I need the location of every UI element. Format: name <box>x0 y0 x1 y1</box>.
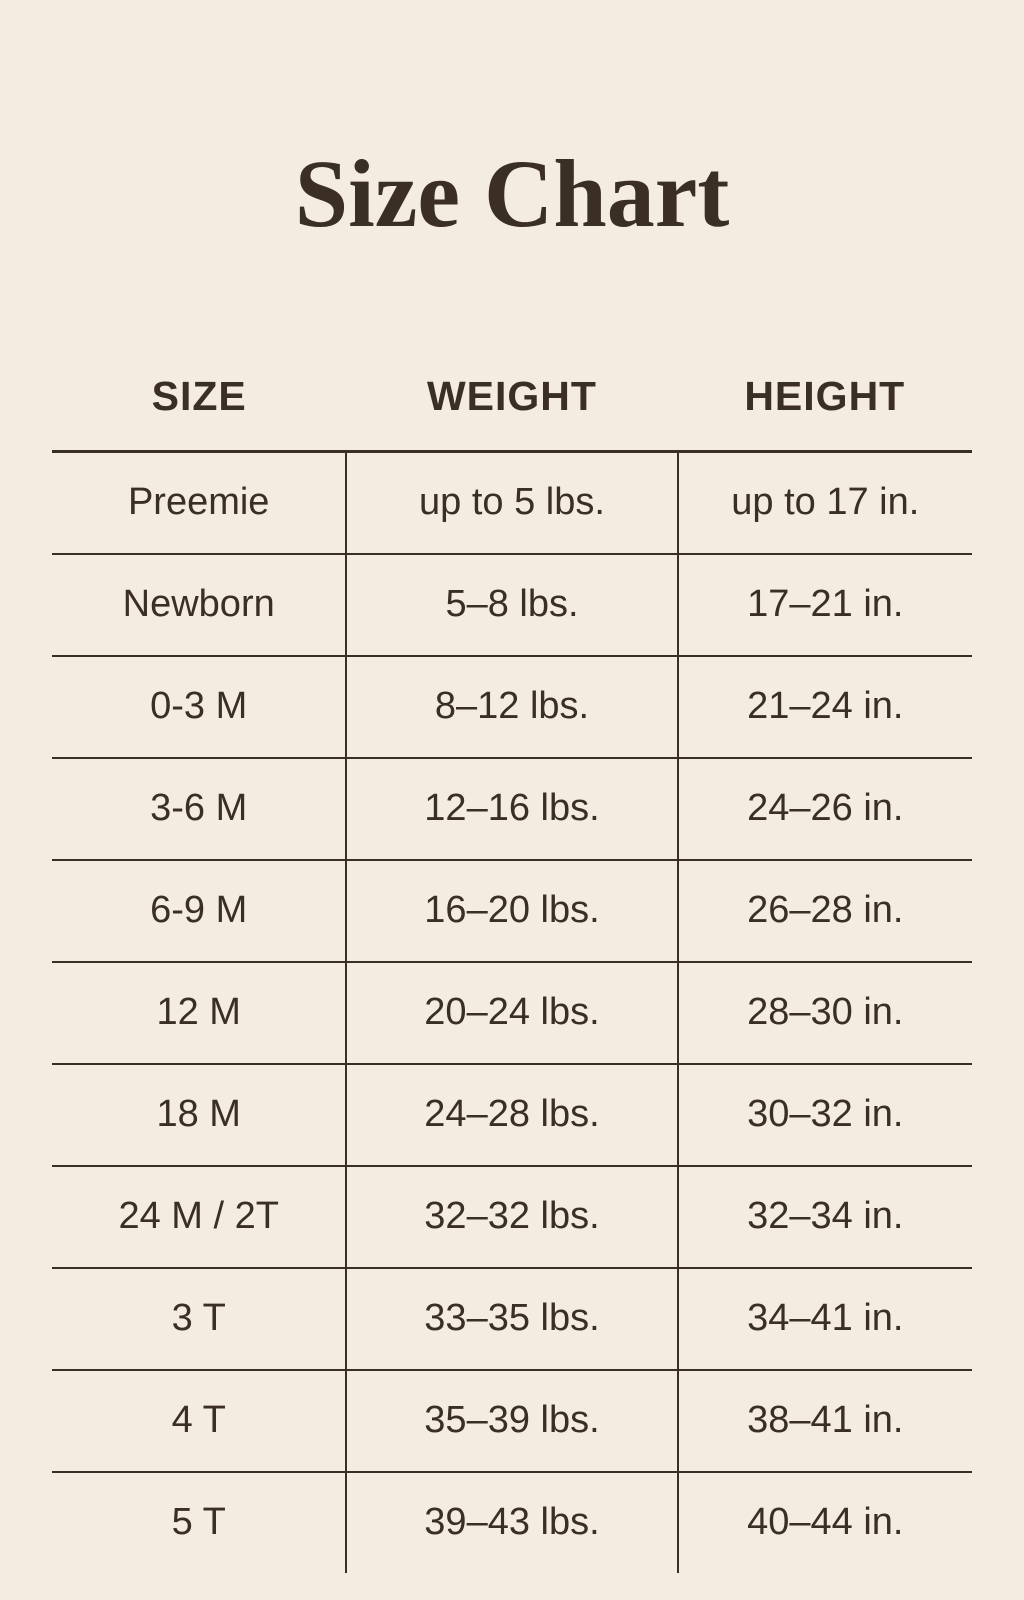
cell-height: 30–32 in. <box>678 1064 972 1166</box>
column-header-weight: WEIGHT <box>426 372 597 419</box>
cell-size: 12 M <box>52 962 346 1064</box>
size-chart-table-wrapper <box>52 307 972 1573</box>
cell-weight: 33–35 lbs. <box>346 1268 677 1370</box>
cell-weight: 8–12 lbs. <box>346 656 677 758</box>
table-row <box>52 656 972 758</box>
cell-size: 6-9 M <box>52 860 346 962</box>
page-title: Size Chart <box>294 140 730 248</box>
cell-weight: 24–28 lbs. <box>346 1064 677 1166</box>
cell-size: 3 T <box>52 1268 346 1370</box>
cell-height: up to 17 in. <box>678 451 972 554</box>
cell-height: 34–41 in. <box>678 1268 972 1370</box>
cell-size: 24 M / 2T <box>52 1166 346 1268</box>
cell-weight: 12–16 lbs. <box>346 758 677 860</box>
table-row <box>52 1472 972 1573</box>
table-row <box>52 1064 972 1166</box>
cell-height: 24–26 in. <box>678 758 972 860</box>
cell-height: 40–44 in. <box>747 1501 904 1544</box>
cell-weight: up to 5 lbs. <box>346 451 677 554</box>
table-body <box>52 451 972 1573</box>
column-header-size: SIZE <box>151 372 247 419</box>
size-chart-page <box>0 64 1024 1600</box>
table-row <box>52 554 972 656</box>
cell-size: 0-3 M <box>52 656 346 758</box>
cell-size: 3-6 M <box>52 758 346 860</box>
table-row <box>52 860 972 962</box>
cell-height: 38–41 in. <box>678 1370 972 1472</box>
column-header-height: HEIGHT <box>744 372 906 419</box>
table-header <box>52 373 972 452</box>
cell-size: Preemie <box>52 451 346 554</box>
table-row <box>52 1166 972 1268</box>
cell-size: 5 T <box>52 1472 346 1573</box>
table-row <box>52 962 972 1064</box>
table-header-row <box>52 373 972 452</box>
cell-height: 21–24 in. <box>678 656 972 758</box>
table-row <box>52 1370 972 1472</box>
cell-weight: 16–20 lbs. <box>346 860 677 962</box>
size-chart-table <box>52 373 972 1573</box>
cell-weight: 5–8 lbs. <box>346 554 677 656</box>
cell-height: 28–30 in. <box>678 962 972 1064</box>
table-row <box>52 451 972 554</box>
table-row <box>52 758 972 860</box>
cell-weight: 20–24 lbs. <box>346 962 677 1064</box>
cell-size: Newborn <box>52 554 346 656</box>
cell-weight: 39–43 lbs. <box>346 1472 677 1573</box>
cell-height: 26–28 in. <box>678 860 972 962</box>
cell-weight: 32–32 lbs. <box>346 1166 677 1268</box>
table-row <box>52 1268 972 1370</box>
cell-height: 17–21 in. <box>678 554 972 656</box>
cell-size: 4 T <box>52 1370 346 1472</box>
cell-height: 32–34 in. <box>678 1166 972 1268</box>
cell-size: 18 M <box>52 1064 346 1166</box>
cell-weight: 35–39 lbs. <box>346 1370 677 1472</box>
